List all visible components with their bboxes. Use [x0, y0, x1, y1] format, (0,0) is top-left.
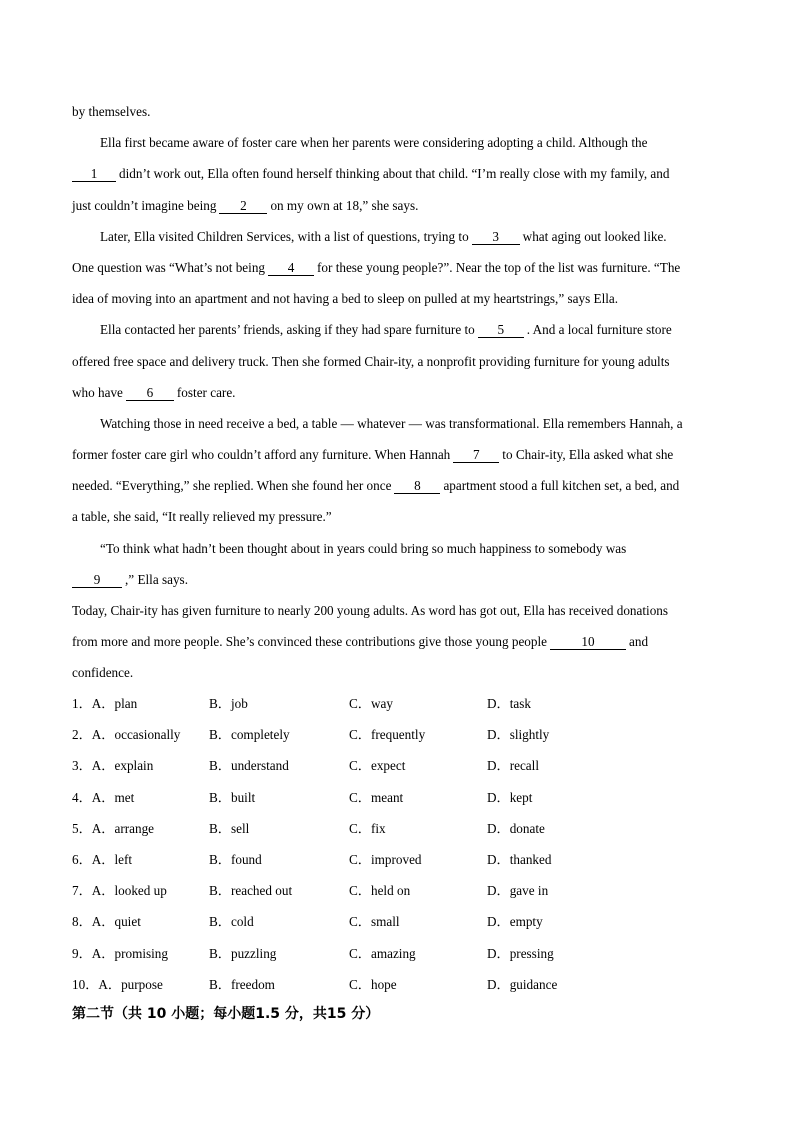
passage-line — [72, 283, 722, 314]
cloze-passage — [72, 96, 722, 689]
passage-line — [72, 377, 722, 408]
blank-2: 2 — [219, 198, 267, 214]
passage-text: for these young people?”. Near the top of the list was furniture. “The — [317, 259, 681, 275]
question-options-7 — [72, 875, 722, 906]
passage-text: Today, Chair-ity has given furniture to nearly 200 young adults. As word has got out, Ella has received donations — [72, 603, 669, 618]
option-d: D．empty — [487, 914, 543, 930]
passage-line — [72, 501, 722, 532]
option-c: C．held on — [349, 883, 411, 899]
passage-text: Later, Ella visited Children Services, with a list of questions, trying to — [100, 228, 469, 244]
option-d: D．guidance — [487, 976, 558, 992]
passage-line — [72, 533, 722, 564]
passage-text: confidence. — [72, 665, 134, 681]
option-b: B．completely — [209, 727, 290, 743]
passage-line — [72, 127, 722, 158]
blank-1: 1 — [72, 166, 116, 182]
question-options-9 — [72, 938, 722, 969]
option-d: D．kept — [487, 789, 533, 805]
option-a: 1．A．plan — [72, 696, 138, 711]
passage-text: from more and more people. She’s convinced these contributions give those young people — [72, 634, 548, 650]
passage-text: offered free space and delivery truck. Then she formed Chair-ity, a nonprofit providing furniture for young adults — [72, 353, 670, 369]
option-a: 6．A．left — [72, 851, 133, 867]
option-b: B．understand — [209, 758, 289, 774]
question-options-6 — [72, 844, 722, 875]
passage-line — [72, 439, 722, 470]
option-c: C．small — [349, 914, 400, 930]
passage-line — [72, 252, 722, 283]
passage-text: Watching those in need receive a bed, a table — whatever — was transformational. Ella remembers Hannah, a — [100, 415, 683, 431]
option-d: D．recall — [487, 758, 539, 774]
passage-text: Ella first became aware of foster care when her parents were considering adopting a child. Although the — [100, 135, 648, 151]
question-options-4 — [72, 782, 722, 813]
option-c: C．amazing — [349, 945, 416, 961]
question-options-1 — [72, 688, 722, 719]
option-d: D．pressing — [487, 945, 554, 961]
option-b: B．job — [209, 696, 248, 711]
option-a: 5．A．arrange — [72, 820, 155, 836]
passage-line — [72, 158, 722, 189]
question-options-2 — [72, 719, 722, 750]
passage-text: what aging out looked like. — [522, 228, 667, 244]
option-d: D．slightly — [487, 727, 550, 743]
passage-line — [72, 346, 722, 377]
passage-text: Ella contacted her parents’ friends, asking if they had spare furniture to — [100, 322, 475, 338]
passage-text: on my own at 18,” she says. — [270, 197, 419, 213]
passage-line — [72, 564, 722, 595]
option-b: B．sell — [209, 820, 250, 836]
option-b: B．freedom — [209, 976, 275, 992]
passage-text: ,” Ella says. — [125, 571, 188, 587]
blank-6: 6 — [126, 385, 174, 401]
passage-text: to Chair-ity, Ella asked what she — [502, 447, 674, 463]
blank-4: 4 — [268, 260, 314, 276]
option-a: 10．A．purpose — [72, 976, 163, 992]
option-c: C．frequently — [349, 727, 426, 743]
passage-line — [72, 96, 722, 127]
blank-10: 10 — [550, 634, 626, 650]
option-b: B．built — [209, 789, 256, 805]
passage-text: “To think what hadn’t been thought about in years could bring so much happiness to somebody was — [100, 540, 627, 556]
option-b: B．cold — [209, 914, 254, 930]
passage-line — [72, 595, 722, 626]
passage-line — [72, 657, 722, 688]
option-d: D．donate — [487, 820, 545, 836]
answer-options — [72, 688, 722, 1000]
passage-text: foster care. — [176, 384, 236, 400]
section-title: 第二节（共 10 小题；每小题1.5 分，共15 分） — [72, 1006, 380, 1022]
option-a: 3．A．explain — [72, 758, 154, 774]
blank-5: 5 — [478, 322, 524, 338]
blank-3: 3 — [472, 229, 520, 245]
option-a: 9．A．promising — [72, 945, 168, 961]
option-c: C．expect — [349, 758, 406, 774]
option-a: 2．A．occasionally — [72, 727, 181, 743]
option-a: 8．A．quiet — [72, 914, 141, 930]
option-a: 7．A．looked up — [72, 883, 167, 899]
passage-text: who have — [72, 384, 123, 400]
passage-text: didn’t work out, Ella often found herself thinking about that child. “I’m really close with my family, and — [119, 166, 670, 182]
passage-text: and — [629, 634, 649, 650]
option-a: 4．A．met — [72, 789, 135, 805]
option-b: B．found — [209, 851, 262, 867]
passage-text: just couldn’t imagine being — [72, 197, 217, 213]
passage-text: needed. “Everything,” she replied. When she found her once — [72, 478, 392, 494]
blank-9: 9 — [72, 572, 122, 588]
passage-line — [72, 314, 722, 345]
option-c: C．fix — [349, 820, 386, 836]
passage-line — [72, 626, 722, 657]
option-c: C．way — [349, 696, 393, 711]
passage-text: a table, she said, “It really relieved my pressure.” — [72, 509, 332, 525]
option-c: C．meant — [349, 789, 404, 805]
passage-line — [72, 221, 722, 252]
option-d: D．gave in — [487, 883, 549, 899]
passage-text: former foster care girl who couldn’t afford any furniture. When Hannah — [72, 447, 451, 463]
question-options-3 — [72, 750, 722, 781]
passage-text: idea of moving into an apartment and not having a bed to sleep on pulled at my heartstrings,” says Ella. — [72, 291, 619, 307]
option-b: B．reached out — [209, 883, 293, 899]
option-d: D．thanked — [487, 851, 552, 867]
option-b: B．puzzling — [209, 945, 277, 961]
option-c: C．hope — [349, 976, 397, 992]
question-options-8 — [72, 906, 722, 937]
option-d: D．task — [487, 696, 531, 711]
passage-text: One question was “What’s not being — [72, 259, 266, 275]
question-options-5 — [72, 813, 722, 844]
passage-line — [72, 470, 722, 501]
passage-line — [72, 408, 722, 439]
question-options-10 — [72, 969, 722, 1000]
passage-line — [72, 190, 722, 221]
option-c: C．improved — [349, 851, 422, 867]
passage-text: . And a local furniture store — [526, 322, 672, 338]
passage-text: apartment stood a full kitchen set, a bed, and — [443, 478, 680, 494]
passage-text: by themselves. — [72, 104, 151, 119]
blank-8: 8 — [394, 478, 440, 494]
blank-7: 7 — [453, 447, 499, 463]
